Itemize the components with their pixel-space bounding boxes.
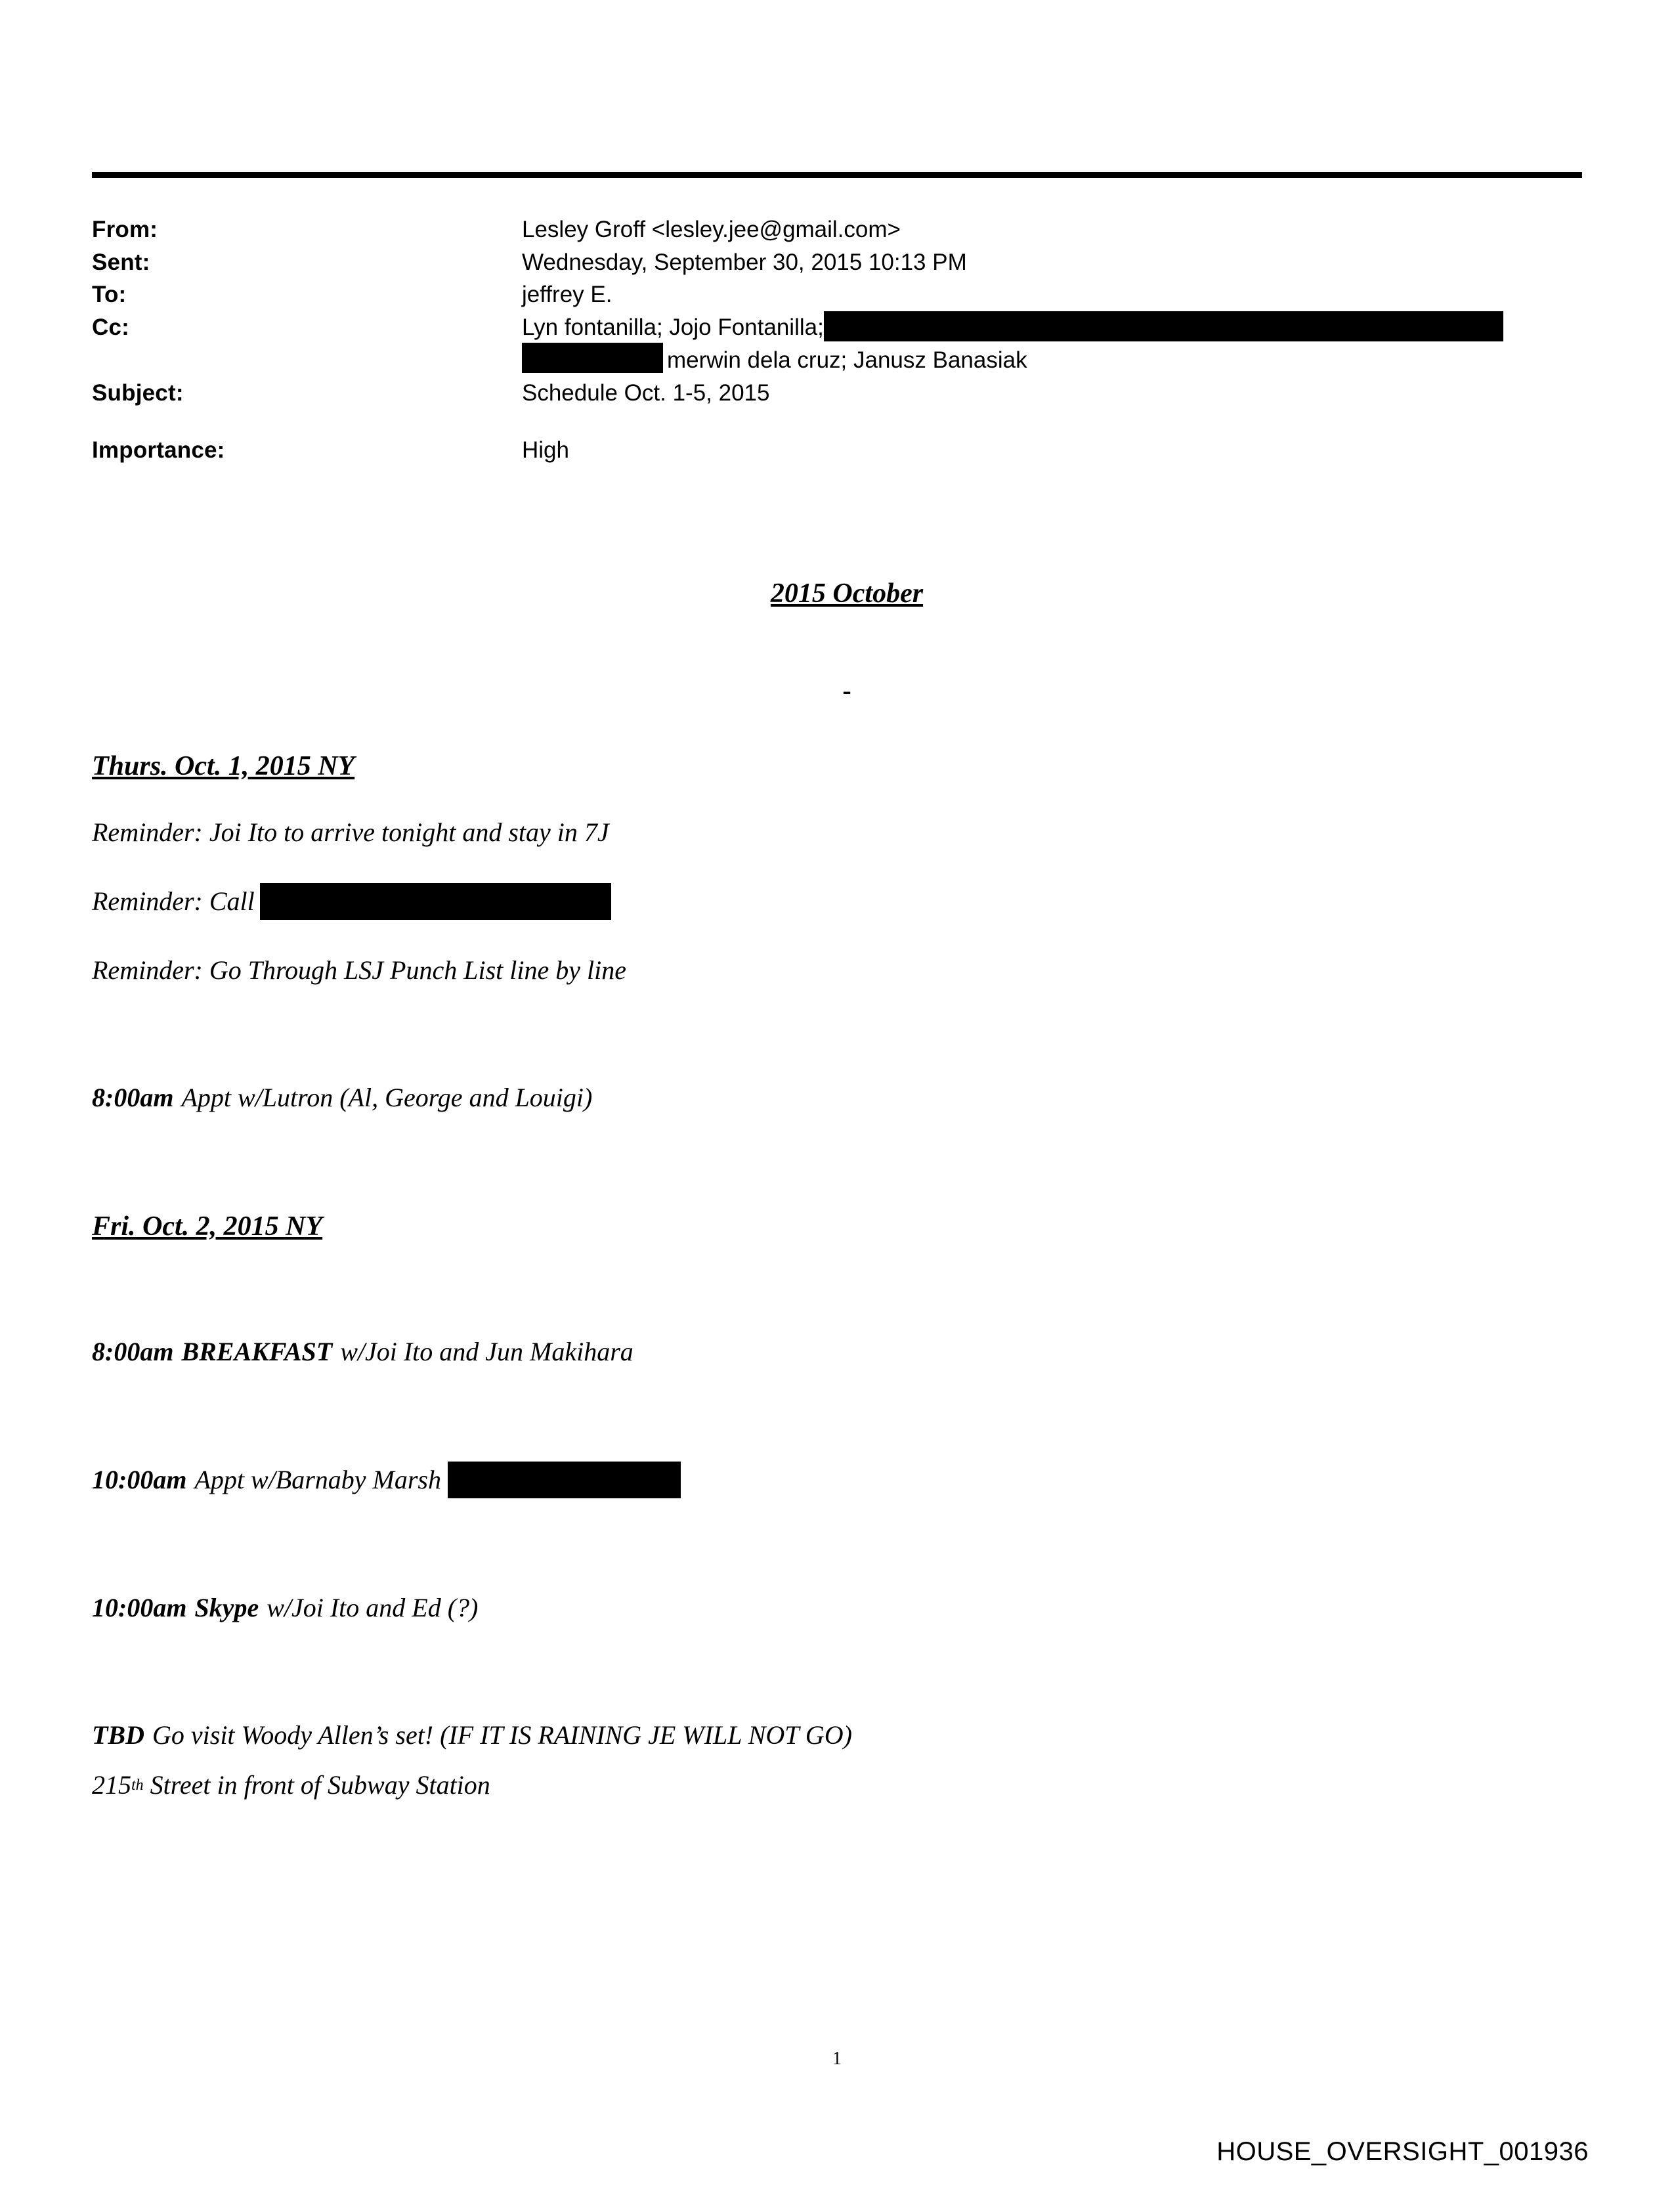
header-row-sent [92, 246, 1582, 279]
day2-item-2 [92, 1462, 1582, 1498]
day2-item-2-time: 10:00am [92, 1465, 187, 1494]
email-header-block [92, 213, 1582, 467]
day1-reminder-1 [92, 815, 1582, 850]
email-body [92, 578, 1582, 1803]
day2-item-4-sub-rest: Street in front of Subway Station [143, 1770, 490, 1800]
day2-item-4-sub-ordinal: th [131, 1776, 144, 1794]
day-heading-oct-1: Thurs. Oct. 1, 2015 NY [92, 751, 355, 781]
day1-reminder-3 [92, 953, 1582, 988]
redaction-bar-barnaby [448, 1462, 681, 1498]
day2-item-1 [92, 1334, 1582, 1370]
header-rule [92, 172, 1582, 178]
redaction-bar-cc-2 [522, 343, 663, 373]
day2-item-3-text: w/Joi Ito and Ed (?) [267, 1593, 479, 1622]
day2-item-1-text: w/Joi Ito and Jun Makihara [340, 1337, 633, 1366]
cc-value-line2-wrap [522, 344, 1582, 377]
day1-reminder-3-text: Reminder: Go Through LSJ Punch List line by line [92, 955, 626, 985]
subject-value: Schedule Oct. 1-5, 2015 [522, 380, 770, 406]
day1-appointment-1 [92, 1080, 1582, 1116]
sent-value: Wednesday, September 30, 2015 10:13 PM [522, 249, 967, 275]
page-number: 1 [832, 2049, 842, 2069]
cc-label: Cc: [92, 314, 129, 341]
day2-item-4-sub-number: 215 [92, 1770, 131, 1800]
to-label: To: [92, 282, 127, 308]
to-value: jeffrey E. [522, 282, 612, 308]
importance-value: High [522, 437, 569, 464]
from-label: From: [92, 217, 158, 242]
day2-item-2-text: Appt w/Barnaby Marsh [194, 1465, 441, 1494]
day2-item-3-time: 10:00am [92, 1593, 187, 1622]
redaction-bar-cc-1 [824, 311, 1503, 341]
day2-item-4-time: TBD [92, 1720, 144, 1750]
redaction-bar-call [260, 883, 611, 920]
from-value: Lesley Groff <lesley.jee@gmail.com> [522, 217, 901, 242]
day2-item-1-time: 8:00am [92, 1337, 174, 1366]
day2-item-3-keyword: Skype [194, 1593, 259, 1622]
day2-item-3 [92, 1590, 1582, 1626]
header-row-importance [92, 434, 1582, 467]
header-row-subject [92, 377, 1582, 410]
day1-appointment-1-time: 8:00am [92, 1083, 174, 1112]
day-heading-oct-2: Fri. Oct. 2, 2015 NY [92, 1211, 323, 1242]
day1-appointment-1-text: Appt w/Lutron (Al, George and Louigi) [181, 1083, 593, 1112]
day2-item-4 [92, 1718, 1582, 1753]
day1-reminder-1-text: Reminder: Joi Ito to arrive tonight and stay in 7J [92, 817, 609, 847]
cc-value-line2: merwin dela cruz; Janusz Banasiak [667, 347, 1027, 373]
day2-item-4-text: Go visit Woody Allen’s set! (IF IT IS RAINING JE WILL NOT GO) [152, 1720, 852, 1750]
day2-item-1-keyword: BREAKFAST [181, 1337, 333, 1366]
cc-value-line1: Lyn fontanilla; Jojo Fontanilla; [522, 314, 824, 341]
importance-label: Importance: [92, 437, 225, 464]
sent-label: Sent: [92, 249, 150, 275]
day1-reminder-2-text: Reminder: Call [92, 886, 255, 916]
day1-reminder-2 [92, 883, 1582, 920]
subject-label: Subject: [92, 380, 184, 406]
cc-value [522, 311, 1582, 376]
separator-dash: - [842, 676, 851, 705]
month-title: 2015 October [770, 578, 924, 609]
header-row-cc [92, 311, 1582, 376]
header-row-from [92, 213, 1582, 246]
day2-item-4-sub [92, 1767, 1582, 1803]
header-row-to [92, 278, 1582, 311]
bates-stamp: HOUSE_OVERSIGHT_001936 [1216, 2137, 1589, 2166]
